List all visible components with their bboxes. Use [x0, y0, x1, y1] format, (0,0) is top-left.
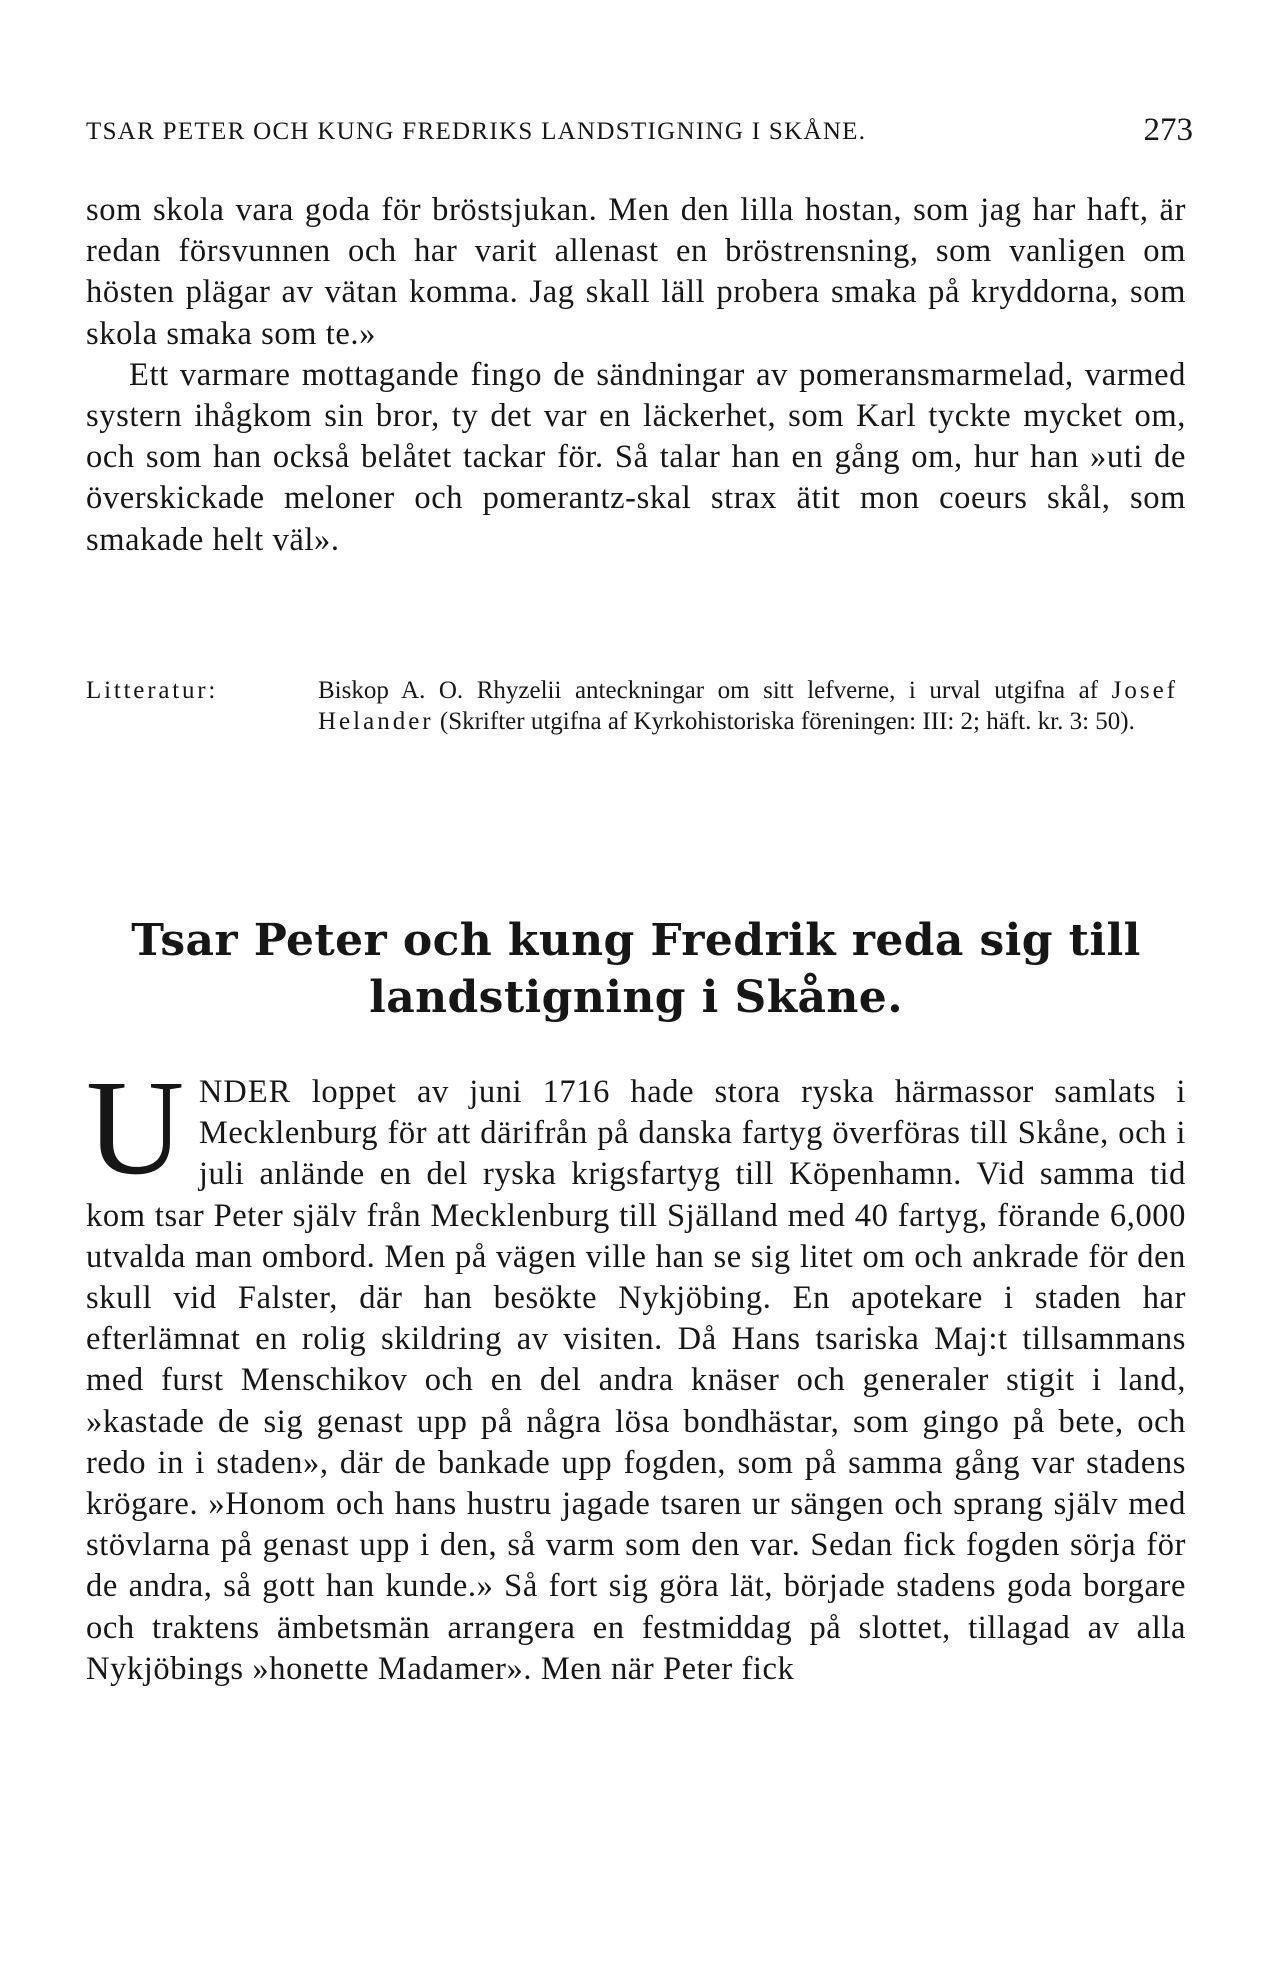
citation-editor-name: Josef Helander [318, 677, 1178, 735]
literature-label: Litteratur: [86, 677, 219, 704]
chapter-body-text: loppet av juni 1716 hade stora ryska härmassor samlats i Mecklenburg för att därifrån på danska fartyg överföras till Skåne, och i juli anlände en del ryska krigsfartyg till Köpenhamn. Vid samma tid kom tsar Peter själv från Mecklenburg till Själland med 40 fartyg, förande 6,000 utvalda man ombord. Men på vägen ville han se sig litet om och ankrade för den skull vid Falster, där han besökte Nykjöbing. En apotekare i staden har efterlämnat en rolig skildring av visiten. Då Hans tsariska Maj:t tillsammans med furst Menschikov och en del andra knäser och generaler stigit i land, »kastade de sig genast upp på några lösa bondhästar, som gingo på bete, och redo in i staden», där de bankade upp fogden, som på samma gång var stadens krögare. »Honom och hans hustru jagade tsaren ur sängen och sprang själv med stövlarna på genast upp i den, så varm som den var. Sedan fick fogden sörja för de andra, så gott han kunde.» Så fort sig göra lät, började stadens goda borgare och traktens ämbetsmän arrangera en festmiddag på slottet, tillagad av alla Nykjöbings »honette Madamer». Men när Peter fick [86, 1074, 1186, 1687]
citation-text-end: (Skrifter utgifna af Kyrkohistoriska föreningen: III: 2; häft. kr. 3: 50). [439, 707, 1135, 735]
intro-paragraph-2: Ett varmare mottagande fingo de sändningar av pomeransmarmelad, varmed systern ihågkom sin bror, ty det var en läckerhet, som Karl tyckte mycket om, och som han också belåtet tackar för. Så talar han en gång om, hur han »uti de överskickade meloner och pomerantz-skal strax ätit mon coeurs skål, som smakade helt väl». [86, 356, 1186, 558]
chapter-body [86, 1053, 1186, 1690]
running-title: TSAR PETER OCH KUNG FREDRIKS LANDSTIGNING I SKÅNE. [86, 118, 867, 145]
running-header [86, 112, 1193, 156]
opening-caps: NDER [198, 1074, 292, 1110]
chapter-title-line-1: Tsar Peter och kung Fredrik reda sig till [131, 915, 1141, 966]
chapter-title-line-2: landstigning i Skåne. [369, 972, 903, 1023]
intro-paragraph-1: som skola vara goda för bröstsjukan. Men den lilla hostan, som jag har haft, är redan försvunnen och har varit allenast en bröstrensning, som vanligen om hösten plägar av vätan komma. Jag skall läll probera smaka på kryddorna, som skola smaka som te.» [86, 192, 1186, 352]
intro-text [86, 190, 1186, 561]
page-number: 273 [1143, 112, 1193, 148]
chapter-title [86, 912, 1186, 1026]
literature-citation [318, 676, 1178, 737]
citation-text-start: Biskop A. O. Rhyzelii anteckningar om sitt lefverne, i urval utgifna af [318, 677, 1099, 704]
drop-cap: U [86, 1053, 185, 1203]
